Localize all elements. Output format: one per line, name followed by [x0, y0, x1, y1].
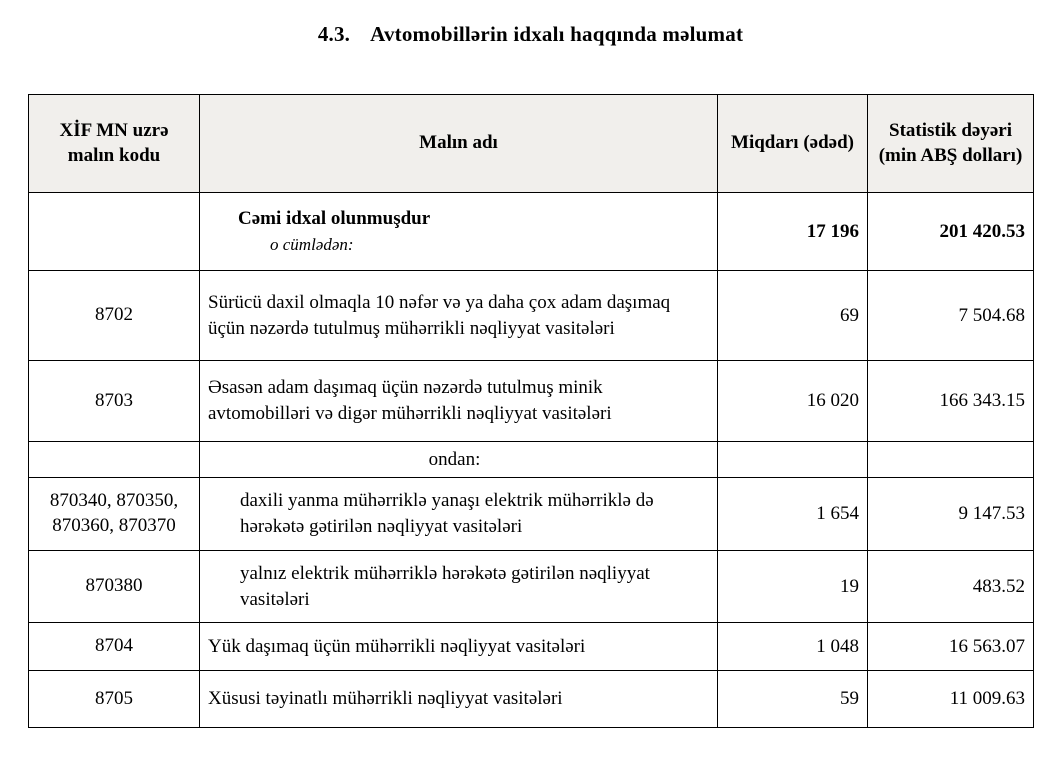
total-sublabel: o cümlədən:: [270, 234, 354, 254]
cell-value: [868, 442, 1034, 478]
section-title: [0, 22, 1061, 47]
cell-code: 8704: [29, 623, 200, 671]
table-row-subheader: [29, 442, 1034, 478]
table-header-row: [29, 95, 1034, 193]
header-value: Statistik dəyəri (min ABŞ dolları): [868, 95, 1034, 193]
cell-quantity: 1 048: [718, 623, 868, 671]
cell-value: 9 147.53: [868, 478, 1034, 551]
table-row: [29, 361, 1034, 442]
cell-quantity: 17 196: [718, 193, 868, 271]
table-row: [29, 271, 1034, 361]
section-title-text: Avtomobillərin idxalı haqqında məlumat: [370, 22, 744, 46]
cell-value: 11 009.63: [868, 671, 1034, 728]
header-quantity: Miqdarı (ədəd): [718, 95, 868, 193]
table-row-total: [29, 193, 1034, 271]
cell-value: 201 420.53: [868, 193, 1034, 271]
cell-name: Yük daşımaq üçün mühərrikli nəqliyyat vasitələri: [200, 623, 718, 671]
table-row: [29, 478, 1034, 551]
cell-code: 8702: [29, 271, 200, 361]
cell-quantity: 16 020: [718, 361, 868, 442]
cell-name: daxili yanma mühərriklə yanaşı elektrik mühərriklə də hərəkətə gətirilən nəqliyyat vasitələri: [200, 478, 718, 551]
table-row: [29, 551, 1034, 623]
cell-name: Sürücü daxil olmaqla 10 nəfər və ya daha çox adam daşımaq üçün nəzərdə tutulmuş mühərrikli nəqliyyat vasitələri: [200, 271, 718, 361]
cell-name: ondan:: [200, 442, 718, 478]
cell-quantity: 1 654: [718, 478, 868, 551]
cell-code: 8703: [29, 361, 200, 442]
document-page: [0, 22, 1061, 757]
cell-value: 7 504.68: [868, 271, 1034, 361]
total-label: Cəmi idxal olunmuşdur: [238, 208, 431, 230]
cell-code: 870380: [29, 551, 200, 623]
header-code: XİF MN uzrə malın kodu: [29, 95, 200, 193]
cell-value: 483.52: [868, 551, 1034, 623]
cell-name: Xüsusi təyinatlı mühərrikli nəqliyyat vasitələri: [200, 671, 718, 728]
cell-name: Əsasən adam daşımaq üçün nəzərdə tutulmuş minik avtomobilləri və digər mühərrikli nəqliyyat vasitələri: [200, 361, 718, 442]
section-number: 4.3.: [317, 22, 351, 46]
cell-quantity: 19: [718, 551, 868, 623]
cell-code: [29, 442, 200, 478]
cell-code: [29, 193, 200, 271]
cell-value: 166 343.15: [868, 361, 1034, 442]
cell-quantity: 69: [718, 271, 868, 361]
cell-code: 8705: [29, 671, 200, 728]
imports-table: [28, 94, 1034, 728]
cell-value: 16 563.07: [868, 623, 1034, 671]
table-row: [29, 671, 1034, 728]
cell-name: yalnız elektrik mühərriklə hərəkətə gətirilən nəqliyyat vasitələri: [200, 551, 718, 623]
cell-code: 870340, 870350, 870360, 870370: [29, 478, 200, 551]
cell-quantity: [718, 442, 868, 478]
table-row: [29, 623, 1034, 671]
cell-name: [200, 193, 718, 271]
header-name: Malın adı: [200, 95, 718, 193]
cell-quantity: 59: [718, 671, 868, 728]
